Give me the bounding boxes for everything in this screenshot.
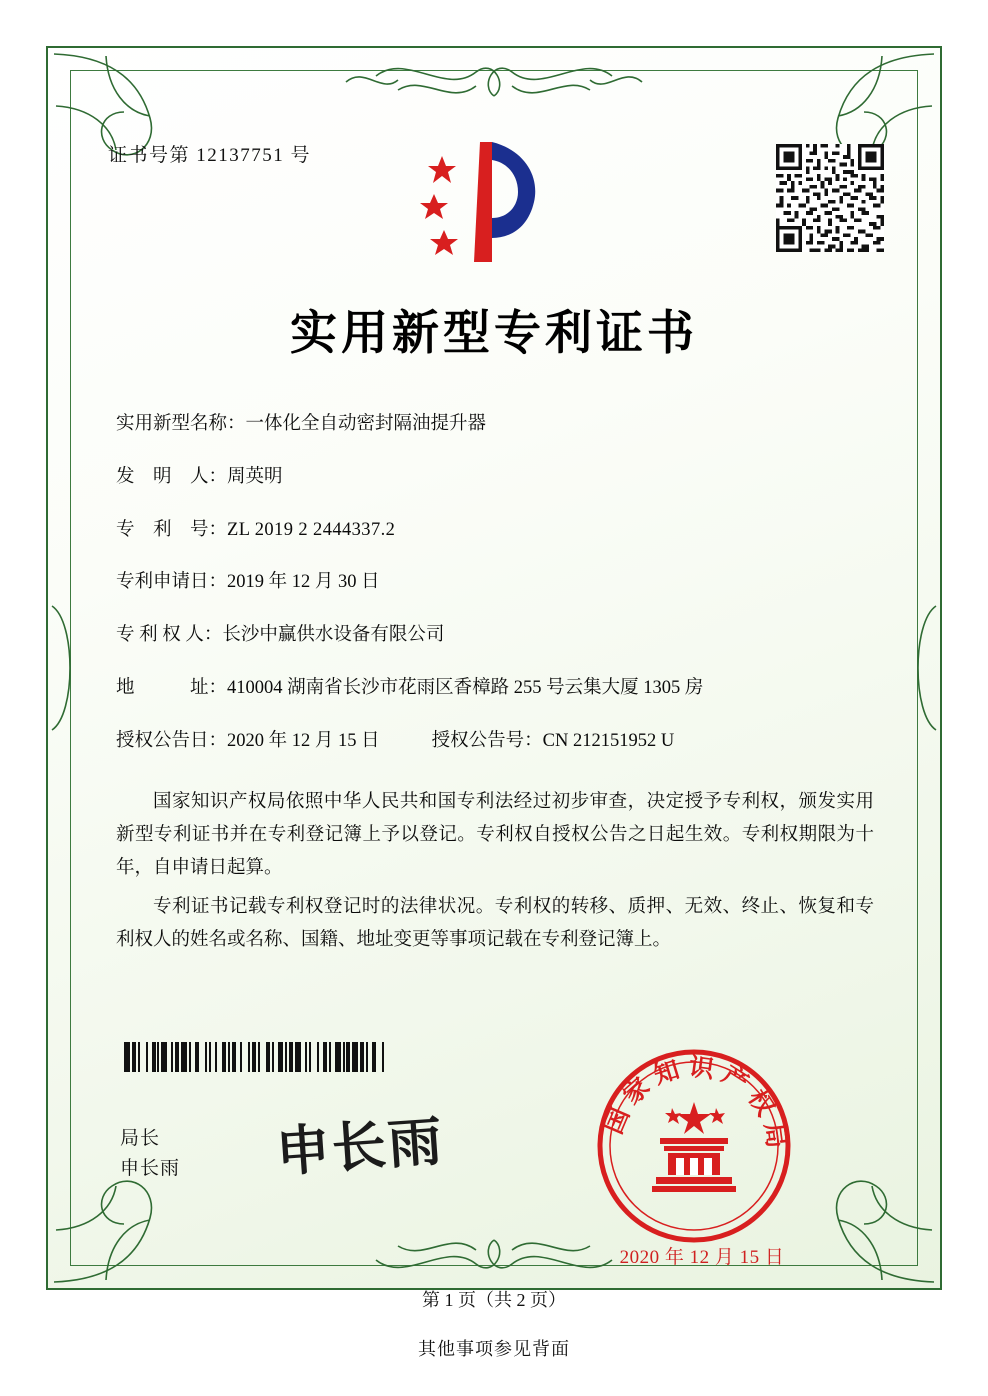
field-value: 一体化全自动密封隔油提升器: [245, 414, 487, 434]
field-row: [116, 517, 872, 545]
barcode: [124, 1042, 386, 1072]
field-row: [116, 569, 872, 597]
seal-date: 2020 年 12 月 15 日: [619, 1247, 785, 1268]
director-name: 申长雨: [120, 1158, 181, 1179]
ip-patent-logo-icon: [418, 142, 548, 267]
legal-text: [116, 786, 874, 963]
field-row: [116, 622, 872, 650]
grant-date-label: 授权公告日：: [116, 730, 228, 751]
qr-code-icon: [776, 144, 884, 252]
svg-text:国家知识产权局: 国家知识产权局: [598, 1051, 793, 1157]
field-label: 专利申请日：: [116, 572, 228, 593]
field-value: 长沙中赢供水设备有限公司: [222, 625, 445, 645]
grant-date-value: 2020 年 12 月 15 日: [227, 730, 380, 751]
official-seal-icon: [594, 1046, 794, 1246]
field-label: 实用新型名称：: [116, 414, 246, 434]
field-label: 专 利 号：: [116, 519, 228, 540]
field-value: ZL 2019 2 2444337.2: [227, 519, 396, 540]
page-title: 实用新型专利证书: [290, 306, 698, 361]
field-label: 发 明 人：: [116, 466, 228, 487]
back-side-note: 其他事项参见背面: [418, 1339, 570, 1359]
grant-no-label: 授权公告号：: [431, 730, 543, 751]
grant-no-value: CN 212151952 U: [542, 730, 675, 751]
certificate-frame: [46, 46, 942, 1290]
page-number: 第 1 页（共 2 页）: [422, 1290, 566, 1310]
field-label: 地 址：: [116, 677, 228, 698]
grant-row: [116, 728, 872, 756]
field-value: 周英明: [227, 466, 283, 487]
field-list: [116, 411, 872, 780]
field-row: [116, 675, 872, 703]
field-value: 410004 湖南省长沙市花雨区香樟路 255 号云集大厦 1305 房: [227, 677, 704, 698]
field-label: 专 利 权 人：: [116, 625, 223, 645]
field-row: [116, 411, 872, 439]
handwritten-signature: 申长雨: [273, 1108, 446, 1184]
director-block: [120, 1124, 180, 1184]
paragraph: 专利证书记载专利权登记时的法律状况。专利权的转移、质押、无效、终止、恢复和专利权人的姓名或名称、国籍、地址变更等事项记载在专利登记簿上。: [116, 897, 874, 950]
paragraph: 国家知识产权局依照中华人民共和国专利法经过初步审查，决定授予专利权，颁发实用新型专利证书并在专利登记簿上予以登记。专利权自授权公告之日起生效。专利权期限为十年，自申请日起算。: [116, 792, 874, 878]
field-value: 2019 年 12 月 30 日: [227, 572, 380, 593]
certificate-number: 证书号第 12137751 号: [108, 145, 312, 166]
director-title: 局长: [120, 1128, 161, 1149]
field-row: [116, 464, 872, 492]
